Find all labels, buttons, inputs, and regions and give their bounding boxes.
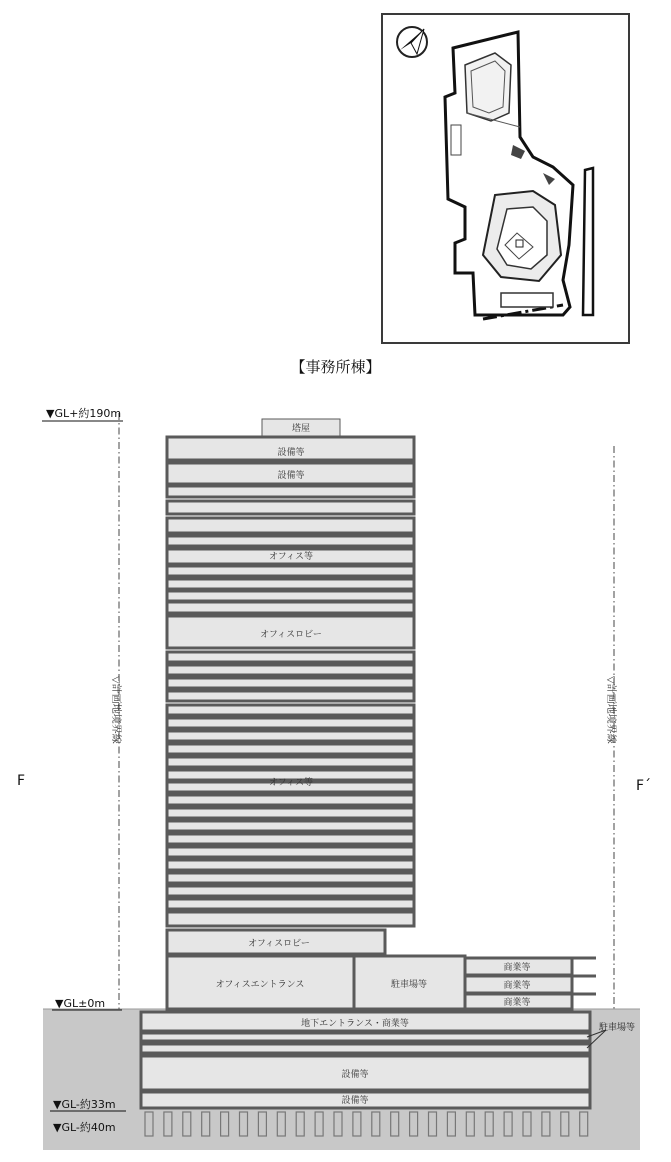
tower-floor [167,652,414,662]
equipment-bottom-label: 設備等 [341,1096,369,1106]
tower-floor [167,566,414,576]
level-top-label: ▼GL+約190m [46,407,122,420]
tower-floor [167,579,414,589]
office-lobby-upper-label: オフィスロビー [260,630,322,640]
penthouse-label: 塔屋 [291,424,311,434]
tower-floor [167,501,414,514]
office-entrance-label: オフィスエントランス [215,980,305,990]
tower-floor [167,873,414,883]
level-ground-label: ▼GL±0m [55,997,106,1010]
tower-floor [167,705,414,715]
level-b33-label: ▼GL-約33m [53,1098,116,1111]
parking-ground-label: 駐車場等 [390,980,428,990]
tower-floor [167,744,414,754]
equipment-large-label: 設備等 [341,1070,369,1080]
boundary-label-right: ▽計画地境界線 [605,676,616,744]
office-lower-label: オフィス等 [268,778,314,788]
office-lobby-lower-label: オフィスロビー [248,939,310,949]
commercial-2-label: 商業等 [503,981,531,991]
tower-floor [167,536,414,546]
section-label-left: F [17,773,26,789]
commercial-3-label: 商業等 [503,998,531,1008]
section-label-right: F´ [636,778,652,794]
tower-floor [167,808,414,818]
basement-floor-2 [141,1044,590,1053]
underground-entrance-label: 地下エントランス・商業等 [301,1019,409,1029]
tower-floor [167,821,414,831]
basement-floor-1 [141,1033,590,1041]
tower-floor [167,886,414,896]
tower-floor [167,665,414,675]
boundary-label-left: ▽計画地境界線 [110,676,121,744]
tower-floor [167,731,414,741]
tower-floor [167,602,414,613]
parking-callout-label: 駐車場等 [598,1023,636,1033]
tower-floor [167,718,414,728]
building-title: 【事務所棟】 [290,358,381,376]
tower-floor [167,912,414,926]
tower-floor [167,486,414,497]
tower-floor [167,860,414,870]
tower-floor [167,757,414,767]
tower-floor [167,678,414,688]
tower-floor [167,518,414,533]
tower-floor [167,691,414,701]
commercial-1-label: 商業等 [503,963,531,973]
level-b40-label: ▼GL-約40m [53,1121,116,1134]
equipment-1-label: 設備等 [277,448,305,458]
tower-floor [167,899,414,909]
tower-floor [167,847,414,857]
equipment-2-label: 設備等 [277,471,305,481]
office-tower [167,437,414,926]
tower-floor [167,834,414,844]
tower-floor [167,795,414,805]
tower-floor [167,591,414,601]
office-upper-label: オフィス等 [268,552,314,562]
